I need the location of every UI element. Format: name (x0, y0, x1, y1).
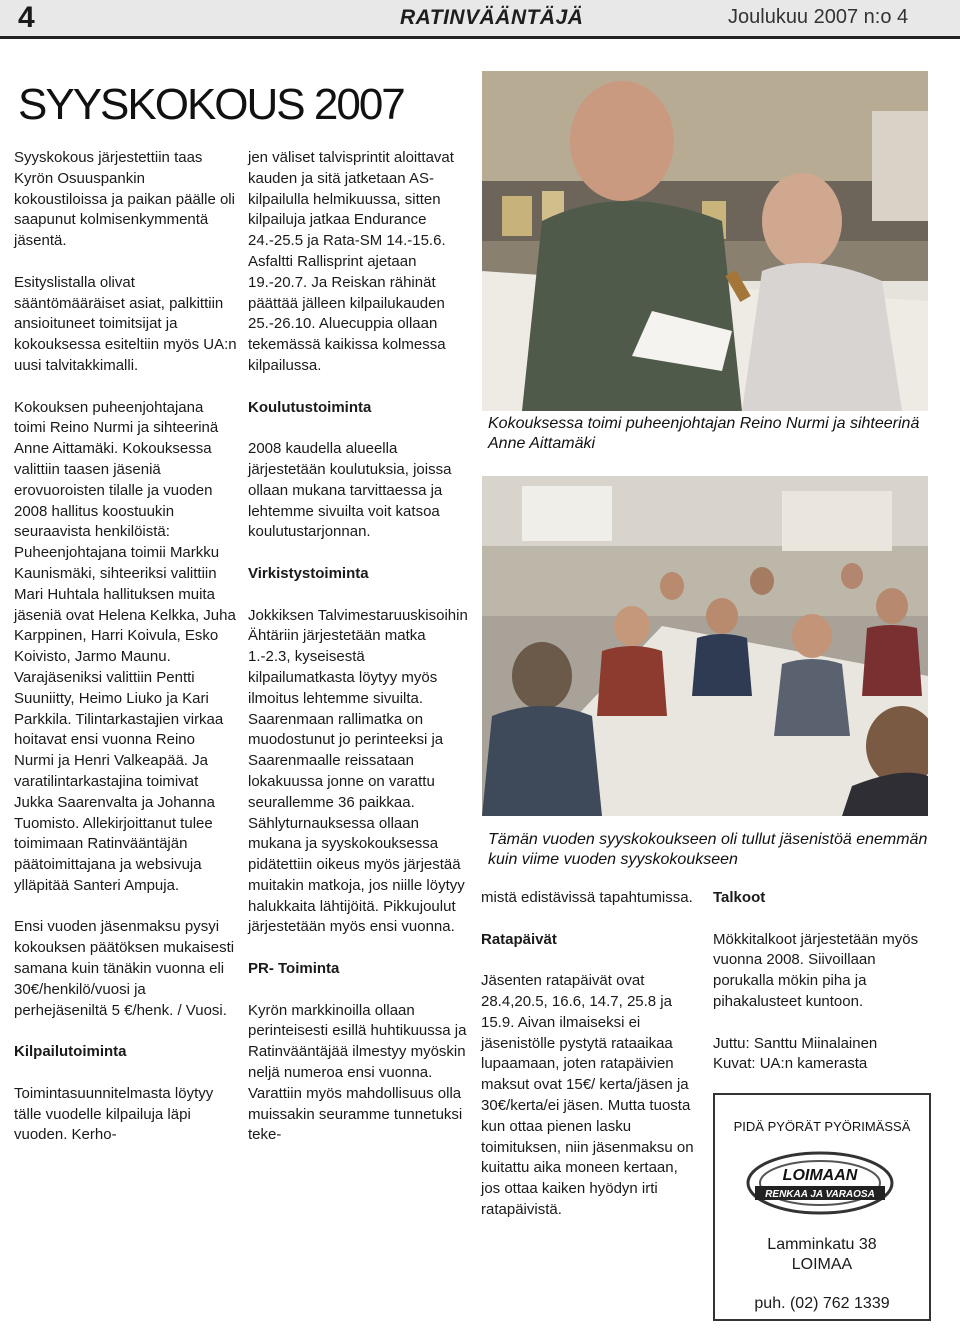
issue-info: Joulukuu 2007 n:o 4 (728, 6, 909, 28)
paragraph-spacer (481, 950, 697, 971)
section-heading: Kilpailutoiminta (14, 1043, 127, 1061)
paragraph: Toimintasuunnitelmasta löytyy tälle vuodelle kilpailuja läpi vuoden. Kerho- (14, 1084, 214, 1144)
paragraph-spacer (14, 1063, 238, 1084)
page-number: 4 (18, 1, 35, 34)
paragraph-spacer (481, 909, 697, 930)
paragraph: Jokkiksen Talvimestaruuskisoihin Ähtäriin järjestetään matka 1.-2.3, kyseisestä kilpailumatkasta löytyy myös ilmoitus lehtemme sivuilta. Saarenmaan rallimatka on muodostunut jo perinteeksi ja Saarenmaalle reissataan lokakuussa jonne on varattu seurallemme 36 paikkaa. Sählyturnauksessa ollaan mukana ja syyskokouksessa pidätettiin oikeus myös järjestää muitakin matkoja, jos niille löytyy halukkaita lähtijöitä. Pikkujoulut järjestetään myös ensi vuonna. (248, 606, 468, 936)
section-heading: Virkistystoiminta (248, 564, 369, 582)
paragraph-spacer (14, 252, 238, 273)
ad-slogan: PIDÄ PYÖRÄT PYÖRIMÄSSÄ (733, 1119, 911, 1134)
article-title: SYYSKOKOUS 2007 (18, 80, 404, 129)
paragraph-spacer (248, 418, 472, 439)
article-column-3 (481, 888, 697, 1221)
section-heading: Ratapäivät (481, 930, 557, 948)
paragraph: mistä edistävissä tapahtumissa. (481, 889, 693, 906)
logo-text: LOIMAAN (782, 1167, 858, 1184)
paragraph: 2008 kaudella alueella järjestetään koulutuksia, joissa ollaan mukana tarvittaessa ja lehtemme sivuilta voit katsoa koulutustarjonnan. (248, 440, 452, 541)
article-column-2 (248, 148, 472, 1146)
paragraph-spacer (14, 1021, 238, 1042)
photo-caption-2: Tämän vuoden syyskokoukseen oli tullut jäsenistöä enemmän kuin viime vuoden syyskokoukseen (488, 831, 928, 868)
logo-subtext: RENKAA JA VARAOSA (765, 1189, 875, 1200)
paragraph: jen väliset talvisprintit aloittavat kauden ja sitä jatketaan AS-kilpailulla helmikuussa, sitten kilpailuja jatkaa Endurance 24.-25.5 ja Rata-SM 14.-15.6. Asfaltti Rallisprint ajetaan 19.-20.7. Ja Reiskan rähinät päättää jälleen kilpailukauden 25.-26.10. Aluecuppia ollaan tekemässä kaikissa kolmessa kilpailussa. (248, 149, 454, 374)
ad-address-street: Lamminkatu 38 (767, 1236, 877, 1253)
section-heading: Koulutustoiminta (248, 398, 372, 416)
publication-name: RATINVÄÄNTÄJÄ (400, 6, 584, 29)
paragraph: Mökkitalkoot järjestetään myös vuonna 2008. Siivoillaan porukalla mökin piha ja pihakalusteet kuntoon. (713, 930, 919, 1010)
paragraph-spacer (248, 585, 472, 606)
ad-address (715, 1235, 929, 1275)
paragraph-spacer (14, 897, 238, 918)
article-column-4 (713, 888, 933, 1075)
ad-phone: puh. (02) 762 1339 (754, 1295, 890, 1312)
advertisement (713, 1093, 931, 1321)
meeting-audience-photo (482, 476, 928, 816)
paragraph-spacer (248, 980, 472, 1001)
paragraph: Jäsenten ratapäivät ovat 28.4,20.5, 16.6, 14.7, 25.8 ja 15.9. Aivan ilmaiseksi ei jäsenistölle pystytä rataaikaa lupaamaan, joten ratapäivien maksut ovat 15€/ kerta/jäsen ja 30€/kerta/ei jäsen. Mutta tuosta kun ottaa pienen lasku toimituksen, niin jäsenmaksu on kuitattu aika moneen kertaan, jos ottaa kaiken hyödyn irti ratapäivistä. (481, 972, 694, 1218)
paragraph: Esityslistalla olivat sääntömääräiset asiat, palkittiin ansioituneet toimitsijat ja kokouksessa esiteltiin myös UA:n uusi talvitakkimalli. (14, 273, 237, 374)
paragraph: Syyskokous järjestettiin taas Kyrön Osuuspankin kokoustiloissa ja paikan päälle oli saapunut kolmisenkymmentä jäsentä. (14, 149, 235, 250)
paragraph-spacer (248, 938, 472, 959)
loimaan-rengas-logo (745, 1150, 895, 1216)
photo-caption-1: Kokouksessa toimi puheenjohtajan Reino Nurmi ja sihteerinä Anne Aittamäki (488, 415, 920, 452)
paragraph-spacer (713, 909, 933, 930)
paragraph: Kokouksen puheenjohtajana toimi Reino Nurmi ja sihteerinä Anne Aittamäki. Kokouksessa valittiin taasen jäseniä erovuoroisten tilalle ja vuoden 2008 hallitus koostuukin seuraavista henkilöistä: Puheenjohtajana toimii Markku Kaunismäki, sihteeriksi valittiin Mari Huhtala hallituksen muita jäseniä ovat Helena Kelkka, Juha Karppinen, Harri Koivula, Esko Koivisto, Jarmo Maunu. Varajäseniksi valittiin Pentti Suuniitty, Heimo Liuko ja Kari Parkkila. Tilintarkastajien virkaa hoitavat ensi vuonna Reino Nurmi ja Henri Valkeapää. Ja varatilintarkastajina toimivat Jukka Saarenvalta ja Johanna Tuomisto. Allekirjoittanut tulee toimimaan Ratinvääntäjän päätoimittajana ja websivuja ylläpitää Santeri Ampuja. (14, 398, 236, 894)
section-heading: PR- Toiminta (248, 960, 340, 978)
meeting-chair-photo (482, 71, 928, 411)
paragraph: Kyrön markkinoilla ollaan perinteisesti esillä huhtikuussa ja Ratinvääntäjää ilmestyy myöskin neljä numeroa ensi vuonna. Varattiin myös mahdollisuus olla muissakin seuramme tunnetuksi teke- (248, 1001, 467, 1144)
paragraph-spacer (14, 377, 238, 398)
paragraph: Ensi vuoden jäsenmaksu pysyi kokouksen päätöksen mukaisesti samana kuin tänäkin vuonna eli 30€/henkilö/vuosi ja perhejäseniltä 5 €/henk. / Vuosi. (14, 918, 235, 1019)
paragraph-spacer (713, 1013, 933, 1034)
article-column-1 (14, 148, 238, 1146)
paragraph: Kuvat: UA:n kamerasta (713, 1055, 868, 1073)
paragraph-spacer (248, 377, 472, 398)
paragraph-spacer (248, 543, 472, 564)
section-heading: Talkoot (713, 889, 766, 906)
paragraph: Juttu: Santtu Miinalainen (713, 1034, 878, 1052)
ad-address-city: LOIMAA (791, 1256, 853, 1273)
